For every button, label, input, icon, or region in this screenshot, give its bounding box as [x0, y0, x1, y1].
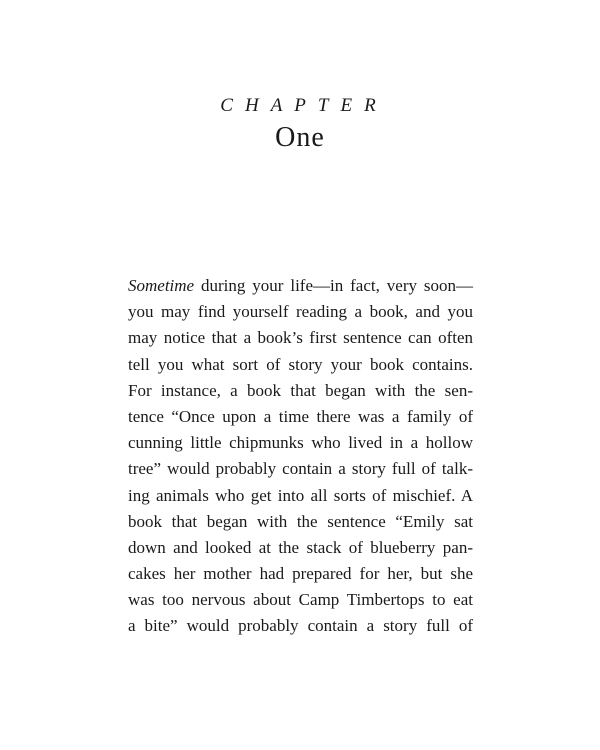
text-line: tree” would probably contain a story full of talk-	[128, 459, 473, 479]
text-line: book that began with the sentence “Emily sat	[128, 511, 473, 531]
text-line: down and looked at the stack of blueberry pan-	[128, 537, 473, 557]
text-line-rest: during your life—in fact, very soon—	[194, 276, 473, 295]
text-line: For instance, a book that began with the sen-	[128, 380, 473, 400]
text-line: cakes her mother had prepared for her, but she	[128, 564, 473, 584]
text-line: tell you what sort of story your book contains.	[128, 354, 473, 374]
text-line: cunning little chipmunks who lived in a hollow	[128, 433, 473, 453]
text-line: was too nervous about Camp Timbertops to eat	[128, 590, 473, 610]
chapter-number: One	[275, 122, 325, 153]
body-paragraph	[128, 273, 473, 640]
text-line	[128, 273, 473, 299]
text-line: a bite” would probably contain a story full of	[128, 616, 473, 636]
text-line: you may find yourself reading a book, and you	[128, 302, 473, 322]
first-word: Sometime	[128, 276, 195, 295]
chapter-label: CHAPTER	[220, 95, 388, 116]
text-line: ing animals who get into all sorts of mischief. A	[128, 485, 473, 505]
text-line: may notice that a book’s first sentence can often	[128, 328, 473, 348]
text-line: tence “Once upon a time there was a family of	[128, 406, 473, 426]
